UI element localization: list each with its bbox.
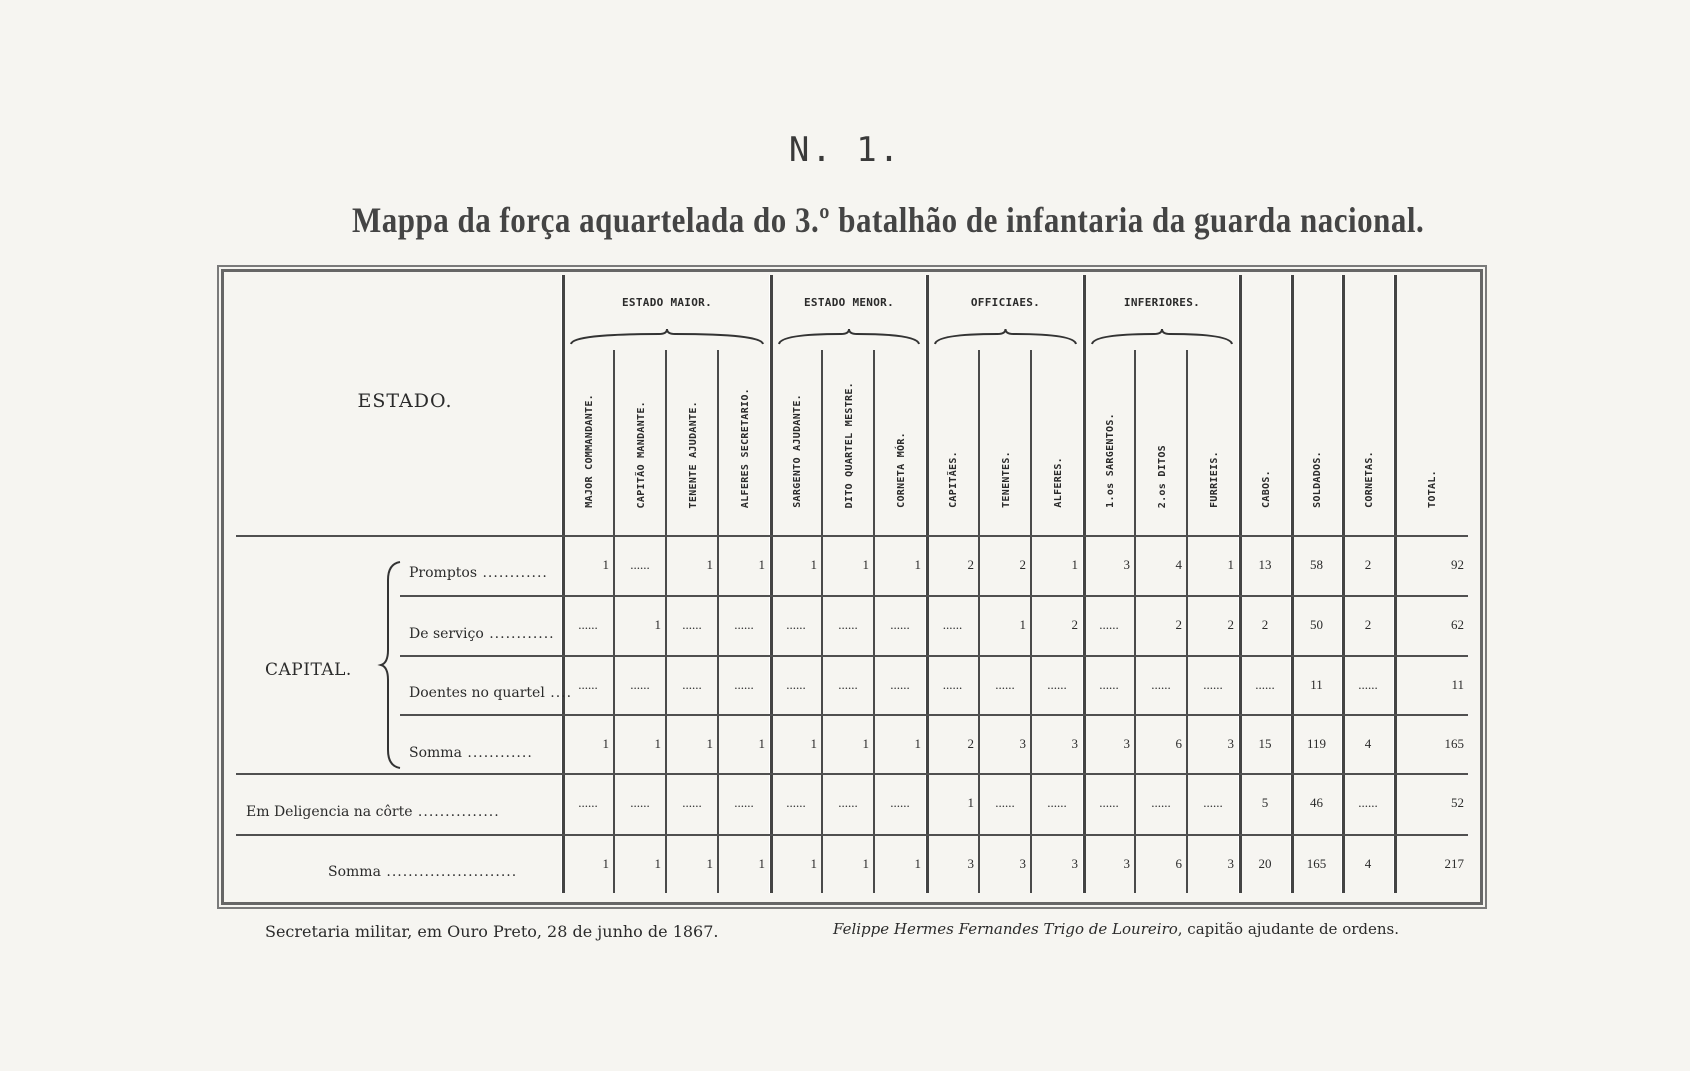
- table-cell: 1: [602, 736, 609, 751]
- group-brace: [933, 328, 1078, 346]
- table-cell: 5: [1261, 795, 1269, 810]
- column-header-text: ALFERES SECRETARIO.: [739, 387, 751, 508]
- leader-dots: ............: [461, 745, 533, 761]
- table-cell: ......: [630, 677, 650, 692]
- row-divider: [236, 773, 1468, 775]
- table-cell: 3: [1123, 557, 1130, 572]
- table-cell: ......: [1047, 795, 1067, 810]
- table-cell: ......: [838, 617, 858, 632]
- row-label: [328, 864, 559, 880]
- table-cell: 165: [1306, 856, 1327, 871]
- column-header-text: SARGENTO AJUDANTE.: [791, 394, 803, 508]
- table-cell: ......: [1099, 677, 1119, 692]
- table-cell: 1: [706, 736, 713, 751]
- table-cell: 50: [1310, 617, 1323, 632]
- table-cell: 2: [967, 557, 974, 572]
- group-label: OFFICIAES.: [970, 296, 1041, 309]
- capital-label: CAPITAL.: [265, 660, 352, 680]
- table-cell: ......: [1151, 677, 1171, 692]
- table-cell: 2: [1071, 617, 1078, 632]
- table-cell: ......: [995, 795, 1015, 810]
- table-cell: 1: [758, 736, 765, 751]
- table-cell: ......: [1099, 617, 1119, 632]
- footer-left: Secretaria militar, em Ouro Preto, 28 de junho de 1867.: [265, 922, 719, 941]
- table-cell: ......: [578, 795, 598, 810]
- table-cell: 1: [914, 736, 921, 751]
- table-cell: ......: [630, 795, 650, 810]
- table-cell: 2: [1364, 617, 1372, 632]
- row-label: [409, 626, 559, 642]
- table-cell: ......: [682, 795, 702, 810]
- column-header-text: CAPITÃES.: [948, 451, 959, 508]
- table-cell: ......: [630, 557, 650, 572]
- table-cell: 1: [810, 736, 817, 751]
- table-cell: ......: [786, 677, 806, 692]
- column-header: [1395, 300, 1470, 508]
- column-header-text: TENENTES.: [1000, 451, 1012, 508]
- row-label-text: Somma: [409, 745, 462, 761]
- table-cell: ......: [942, 617, 963, 632]
- table-cell: 1: [862, 557, 869, 572]
- row-label: [409, 565, 559, 581]
- footer-right: [833, 920, 1399, 938]
- table-cell: ......: [578, 617, 598, 632]
- table-cell: 1: [810, 557, 817, 572]
- table-cell: 1: [862, 736, 869, 751]
- column-header: [1343, 300, 1395, 508]
- column-header: [1136, 348, 1188, 508]
- table-cell: 217: [1444, 856, 1464, 871]
- leader-dots: ....: [544, 685, 573, 701]
- column-header: [1084, 348, 1136, 508]
- table-cell: ......: [1203, 795, 1223, 810]
- table-cell: 1: [706, 557, 713, 572]
- table-cell: ......: [995, 677, 1015, 692]
- table-cell: ......: [1151, 795, 1171, 810]
- table-cell: 1: [1071, 557, 1078, 572]
- table-cell: ......: [786, 795, 806, 810]
- table-cell: 52: [1451, 795, 1464, 810]
- table-cell: ......: [1358, 677, 1378, 692]
- table-cell: 165: [1444, 736, 1464, 751]
- estado-header: ESTADO.: [357, 390, 453, 412]
- table-cell: 3: [1123, 736, 1130, 751]
- row-divider: [236, 535, 1468, 537]
- table-cell: ......: [682, 617, 702, 632]
- table-cell: ......: [1203, 677, 1223, 692]
- column-header: [1240, 300, 1292, 508]
- row-label: [409, 745, 559, 761]
- column-header: [875, 348, 927, 508]
- table-cell: 1: [810, 856, 817, 871]
- leader-dots: ............: [477, 565, 548, 581]
- column-header: [667, 348, 719, 508]
- table-cell: ......: [734, 617, 754, 632]
- table-cell: ......: [838, 795, 858, 810]
- table-cell: 2: [967, 736, 974, 751]
- table-cell: 1: [654, 856, 661, 871]
- table-cell: 1: [602, 856, 609, 871]
- table-cell: 1: [758, 856, 765, 871]
- row-divider: [236, 834, 1468, 836]
- table-cell: 58: [1310, 557, 1323, 572]
- table-cell: 2: [1019, 557, 1026, 572]
- column-header-text: FURRIEIS.: [1208, 451, 1220, 508]
- table-cell: ......: [942, 677, 963, 692]
- table-cell: 1: [914, 557, 921, 572]
- table-cell: ......: [786, 617, 806, 632]
- table-cell: ......: [890, 617, 910, 632]
- column-header-text: 2.os DITOS: [1156, 444, 1168, 508]
- column-header-text: CAPITÃO MANDANTE.: [635, 400, 647, 508]
- table-cell: 11: [1310, 677, 1323, 692]
- table-cell: 1: [758, 557, 765, 572]
- table-cell: ......: [578, 677, 598, 692]
- table-cell: 92: [1451, 557, 1464, 572]
- table-cell: 3: [1019, 856, 1026, 871]
- group-label: INFERIORES.: [1123, 296, 1201, 309]
- table-cell: ......: [1255, 677, 1275, 692]
- row-label-text: Em Deligencia na côrte: [246, 804, 413, 820]
- table-cell: 119: [1306, 736, 1327, 751]
- column-header: [1188, 348, 1240, 508]
- column-header: [563, 348, 615, 508]
- table-cell: 1: [862, 856, 869, 871]
- table-cell: 2: [1175, 617, 1182, 632]
- row-label-text: De serviço: [409, 626, 484, 642]
- column-header-text: MAJOR COMMANDANTE.: [583, 394, 595, 508]
- table-cell: 4: [1364, 736, 1372, 751]
- row-label-text: Doentes no quartel: [409, 685, 545, 701]
- leader-dots: ...............: [412, 804, 500, 820]
- group-brace: [1090, 328, 1234, 346]
- row-label-text: Promptos: [409, 565, 478, 581]
- table-cell: 11: [1451, 677, 1464, 692]
- table-cell: ......: [1047, 677, 1067, 692]
- table-cell: 1: [654, 736, 661, 751]
- table-cell: 1: [654, 617, 661, 632]
- group-label: ESTADO MAIOR.: [622, 296, 712, 309]
- table-cell: 3: [967, 856, 974, 871]
- column-header: [823, 348, 875, 508]
- column-header: [771, 348, 823, 508]
- column-header: [1292, 300, 1343, 508]
- table-cell: 62: [1451, 617, 1464, 632]
- leader-dots: ........................: [380, 864, 518, 880]
- row-label-text: Somma: [328, 864, 381, 880]
- table-cell: 6: [1175, 736, 1182, 751]
- column-header-text: CABOS.: [1260, 470, 1272, 508]
- table-cell: 1: [1019, 617, 1026, 632]
- row-label: [409, 685, 573, 701]
- row-divider: [400, 655, 1468, 657]
- table-cell: 1: [914, 856, 921, 871]
- column-header-text: CORNETAS.: [1363, 451, 1375, 508]
- row-label: [246, 804, 559, 820]
- column-header: [980, 348, 1032, 508]
- table-cell: 3: [1071, 736, 1078, 751]
- column-header-text: TOTAL.: [1427, 470, 1438, 508]
- table-cell: ......: [734, 677, 754, 692]
- group-brace: [569, 328, 765, 346]
- column-header: [927, 348, 980, 508]
- signature-title: , capitão ajudante de ordens.: [1177, 920, 1400, 938]
- table-title: Mappa da força aquartelada do 3.º batalhão de infantaria da guarda nacional.: [352, 200, 1425, 241]
- table-cell: 2: [1364, 557, 1372, 572]
- table-cell: ......: [682, 677, 702, 692]
- table-cell: 3: [1123, 856, 1130, 871]
- table-cell: 1: [1227, 557, 1234, 572]
- table-cell: 1: [602, 557, 609, 572]
- column-header-text: ALFERES.: [1052, 457, 1064, 508]
- table-cell: 15: [1258, 736, 1272, 751]
- column-header: [719, 348, 771, 508]
- row-divider: [400, 595, 1468, 597]
- signature-name: Felippe Hermes Fernandes Trigo de Loureiro: [833, 920, 1178, 938]
- group-brace: [777, 328, 921, 346]
- table-cell: ......: [734, 795, 754, 810]
- table-cell: ......: [890, 677, 910, 692]
- table-cell: 4: [1364, 856, 1372, 871]
- table-cell: ......: [838, 677, 858, 692]
- table-cell: 2: [1261, 617, 1269, 632]
- column-header-text: 1.os SARGENTOS.: [1104, 413, 1116, 508]
- table-cell: 20: [1258, 856, 1272, 871]
- page-number: N. 1.: [788, 130, 902, 170]
- table-cell: ......: [1099, 795, 1119, 810]
- table-cell: 3: [1071, 856, 1078, 871]
- table-cell: 1: [967, 795, 974, 810]
- column-header-text: DITO QUARTEL MESTRE.: [843, 381, 855, 508]
- table-cell: 13: [1258, 557, 1272, 572]
- capital-brace: [380, 560, 402, 770]
- column-header-text: SOLDADOS.: [1312, 451, 1323, 508]
- table-cell: ......: [1358, 795, 1378, 810]
- column-header: [1032, 348, 1084, 508]
- table-cell: 2: [1227, 617, 1234, 632]
- column-header: [615, 348, 667, 508]
- group-label: ESTADO MENOR.: [804, 296, 894, 309]
- table-cell: 3: [1227, 736, 1234, 751]
- row-divider: [400, 714, 1468, 716]
- table-cell: 3: [1019, 736, 1026, 751]
- table-cell: ......: [890, 795, 910, 810]
- table-cell: 4: [1175, 557, 1182, 572]
- table-cell: 3: [1227, 856, 1234, 871]
- table-cell: 46: [1310, 795, 1323, 810]
- column-header-text: CORNETA MÓR.: [895, 432, 907, 508]
- table-cell: 1: [706, 856, 713, 871]
- table-cell: 6: [1175, 856, 1182, 871]
- column-header-text: TENENTE AJUDANTE.: [687, 400, 699, 508]
- leader-dots: ............: [483, 626, 555, 642]
